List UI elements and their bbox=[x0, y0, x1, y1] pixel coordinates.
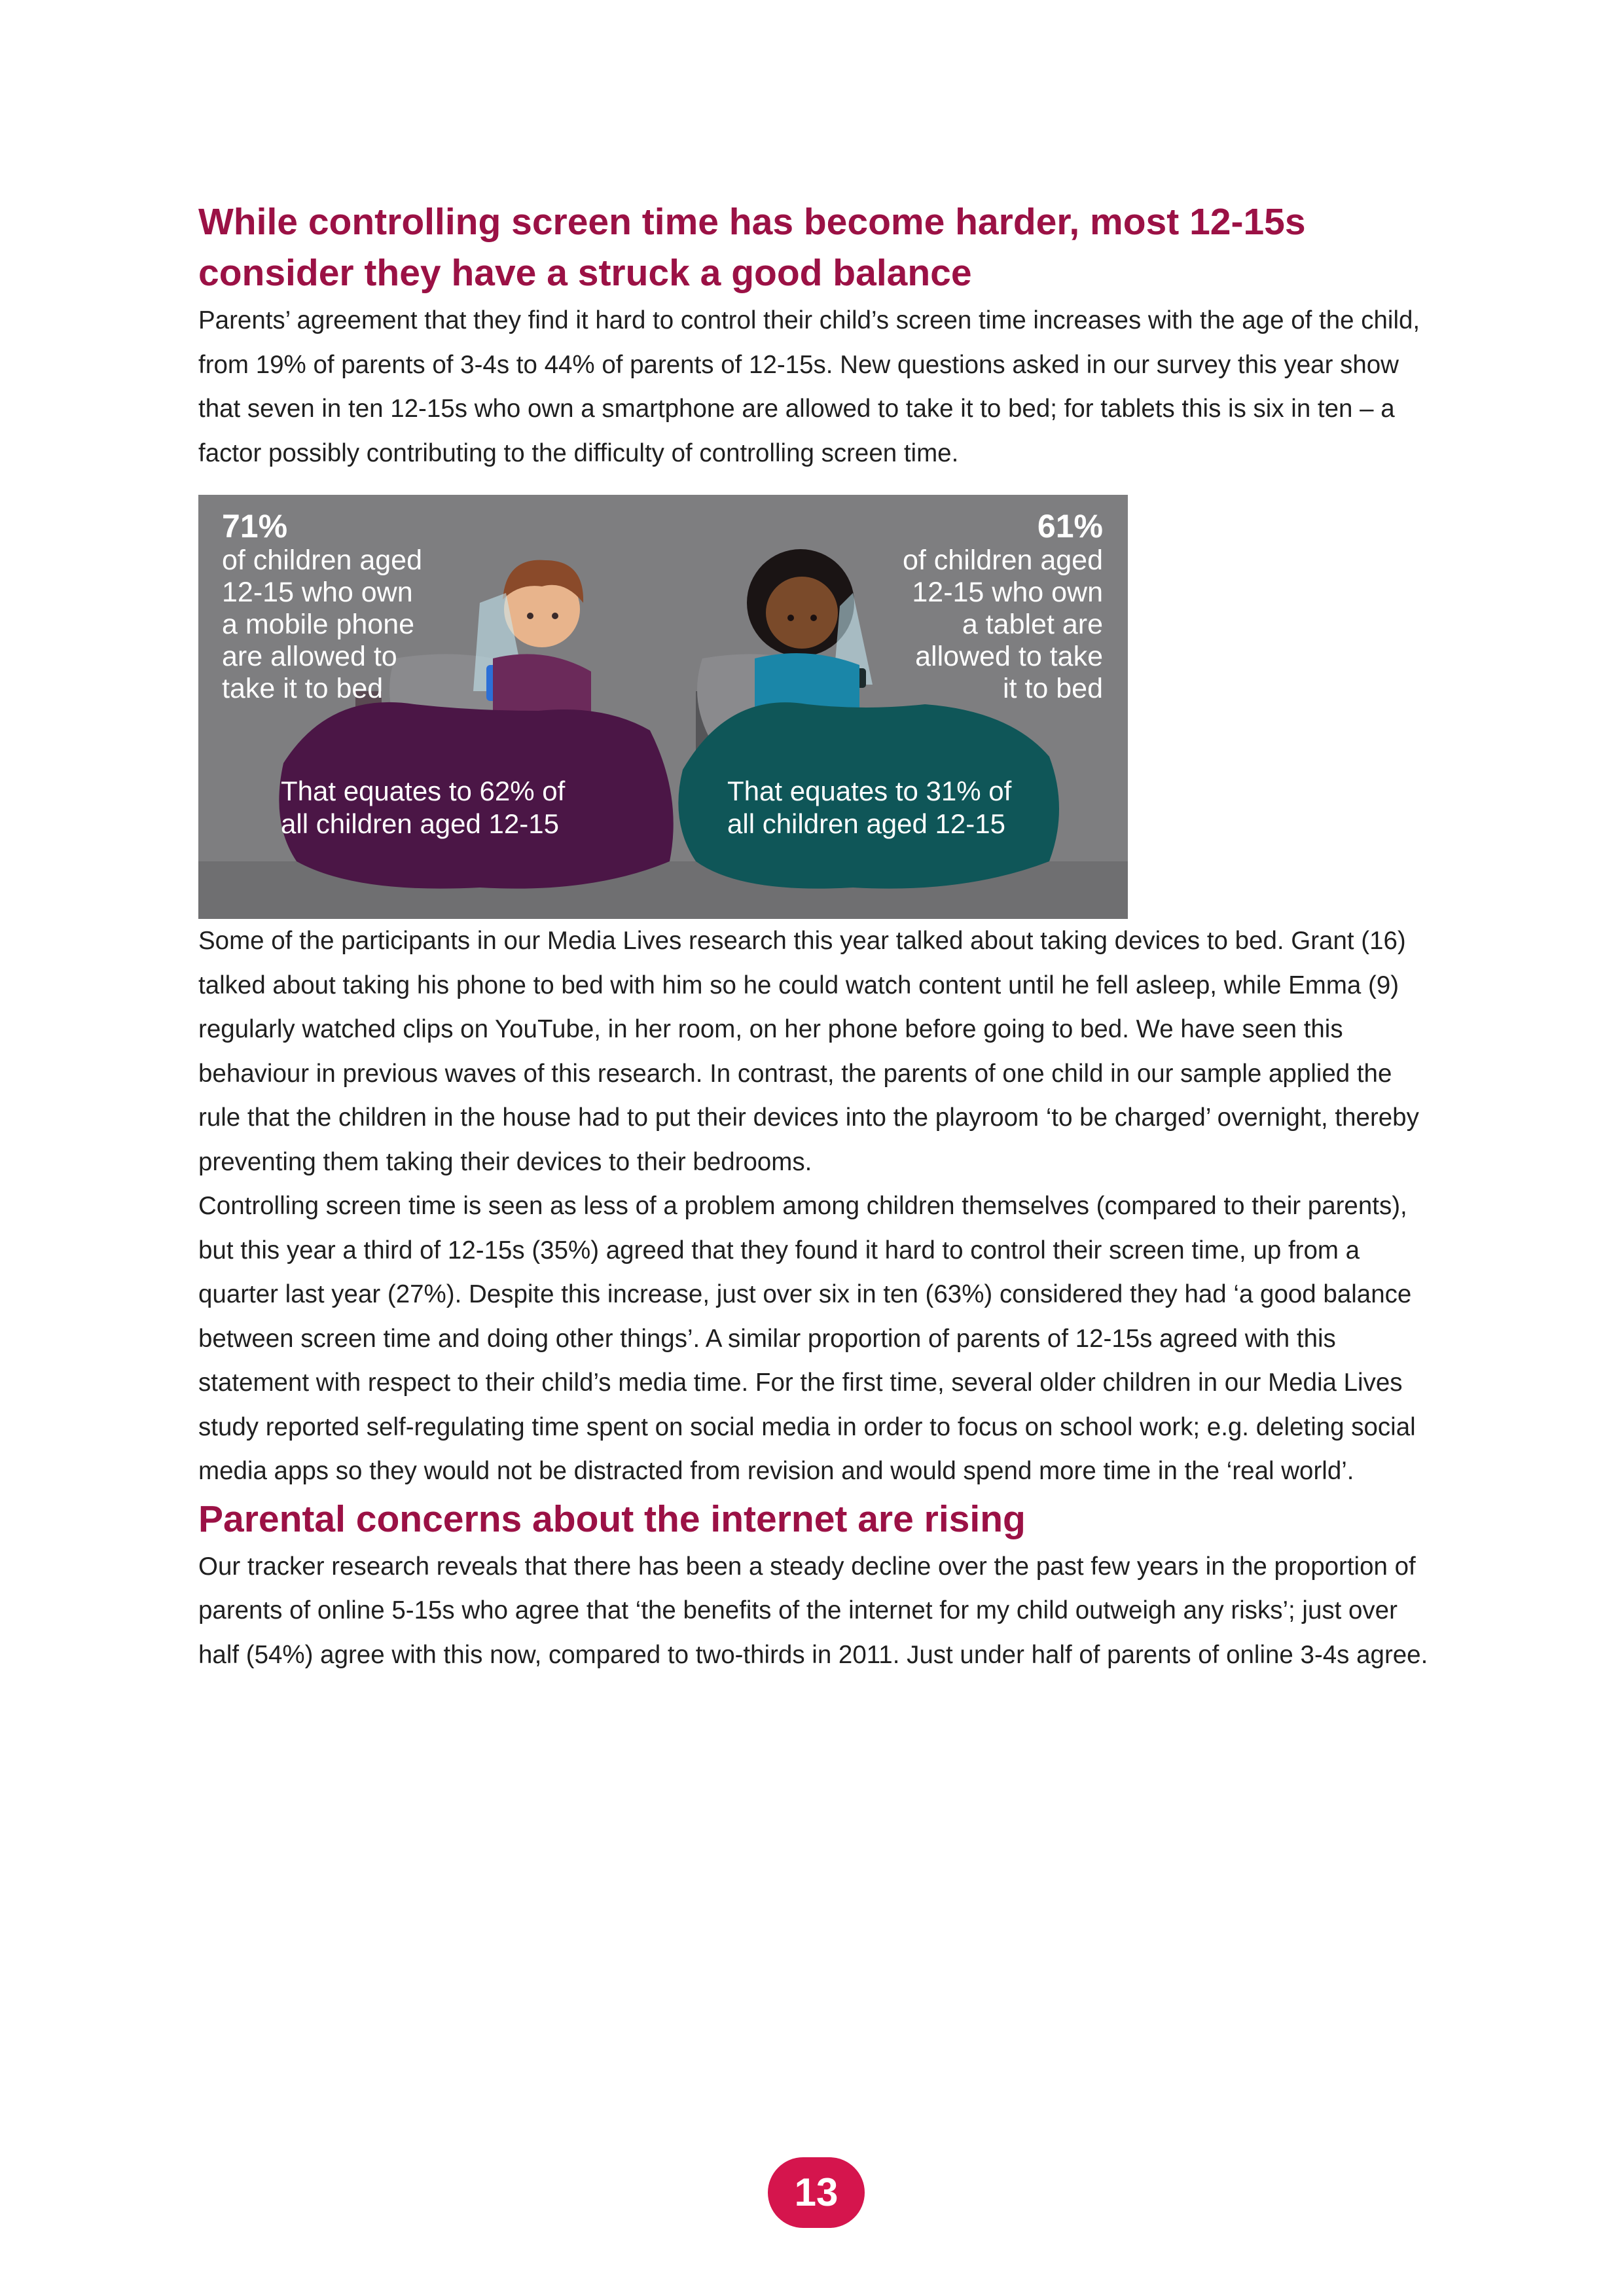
tablet-stat-line: a tablet are bbox=[962, 609, 1103, 640]
girl-eye-right bbox=[810, 615, 817, 621]
girl-eye-left bbox=[787, 615, 794, 621]
phone-stat-line: of children aged bbox=[222, 545, 422, 576]
section-heading-parental-concerns: Parental concerns about the internet are rising bbox=[198, 1498, 1026, 1540]
tablet-stat-line: it to bed bbox=[1003, 673, 1103, 704]
tablet-stat bbox=[903, 508, 1103, 705]
tablet-equates-line: all children aged 12-15 bbox=[727, 808, 1005, 839]
paragraph-media-lives: Some of the participants in our Media Lives research this year talked about taking devices to bed. Grant (16) talked about taking his phone to bed with him so he could watch content until he fell asleep, while Emma (9) regularly watched clips on YouTube, in her room, on her phone before going to bed. We have seen this behaviour in previous waves of this research. In contrast, the parents of one child in our sample applied the rule that the children in the house had to put their devices into the playroom ‘to be charged’ overnight, thereby preventing them taking their devices to their bedrooms. bbox=[198, 927, 1419, 1176]
section-heading-screen-time: While controlling screen time has become harder, most 12-15s consider they have a struck a good balance bbox=[198, 201, 1306, 294]
tablet-stat-line: of children aged bbox=[903, 545, 1103, 576]
phone-stat-line: a mobile phone bbox=[222, 609, 415, 640]
tablet-stat-line: allowed to take bbox=[915, 641, 1103, 672]
phone-equates-line: That equates to 62% of bbox=[281, 776, 566, 806]
tablet-stat-line: 12-15 who own bbox=[912, 577, 1103, 608]
phone-stat bbox=[222, 508, 422, 705]
tablet-equates-text bbox=[727, 775, 1068, 840]
girl-head bbox=[766, 577, 838, 649]
tablet-stat-percent: 61% bbox=[1037, 508, 1103, 545]
tablet-equates-line: That equates to 31% of bbox=[727, 776, 1012, 806]
phone-stat-line: are allowed to bbox=[222, 641, 397, 672]
paragraph-tracker-research: Our tracker research reveals that there has been a steady decline over the past few years in the proportion of parents of online 5-15s who agree that ‘the benefits of the internet for my child outweigh any risks’; just over half (54%) agree with this now, compared to two-thirds in 2011. Just under half of parents of online 3-4s agree. bbox=[198, 1552, 1428, 1669]
page-content bbox=[198, 196, 1429, 1677]
boy-eye-left bbox=[527, 613, 533, 619]
phone-stat-percent: 71% bbox=[222, 508, 288, 545]
phone-stat-line: 12-15 who own bbox=[222, 577, 413, 608]
phone-equates-line: all children aged 12-15 bbox=[281, 808, 559, 839]
devices-in-bed-infographic bbox=[198, 495, 1128, 919]
boy-eye-right bbox=[552, 613, 558, 619]
phone-stat-line: take it to bed bbox=[222, 673, 384, 704]
page-number-badge: 13 bbox=[768, 2157, 865, 2228]
paragraph-parents-agreement: Parents’ agreement that they find it hard to control their child’s screen time increases with the age of the child, from 19% of parents of 3-4s to 44% of parents of 12-15s. New questions asked in our survey this year show that seven in ten 12-15s who own a smartphone are allowed to take it to bed; for tablets this is six in ten – a factor possibly contributing to the difficulty of controlling screen time. bbox=[198, 306, 1420, 467]
boy-body bbox=[493, 654, 591, 717]
paragraph-controlling-screen-time: Controlling screen time is seen as less of a problem among children themselves (compared to their parents), but this year a third of 12-15s (35%) agreed that they found it hard to control their screen time, up from a quarter last year (27%). Despite this increase, just over six in ten (63%) considered they had ‘a good balance between screen time and doing other things’. A similar proportion of parents of 12-15s agreed with this statement with respect to their child’s media time. For the first time, several older children in our Media Lives study reported self-regulating time spent on social media in order to focus on school work; e.g. deleting social media apps so they would not be distracted from revision and would spend more time in the ‘real world’. bbox=[198, 1192, 1416, 1485]
phone-equates-text bbox=[281, 775, 621, 840]
